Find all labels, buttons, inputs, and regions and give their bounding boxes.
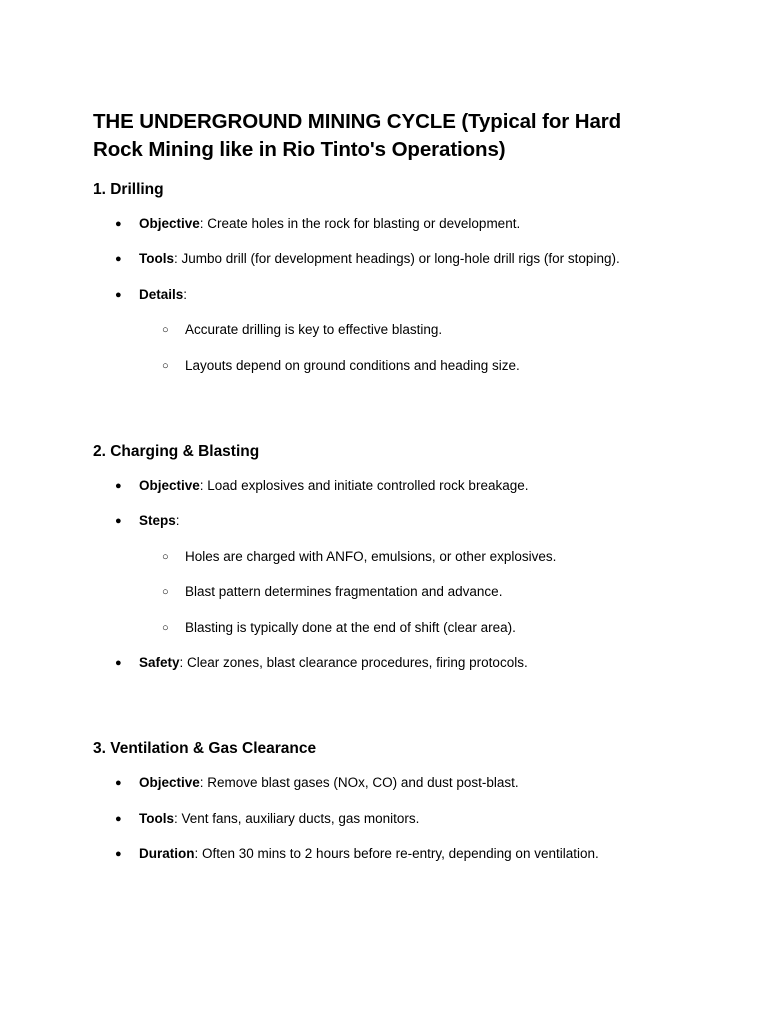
item-text: : Vent fans, auxiliary ducts, gas monitors.	[174, 811, 420, 826]
bullet-icon: ●	[115, 218, 122, 230]
subbullet-icon: ○	[162, 360, 169, 372]
ventilation-list-3	[93, 845, 673, 863]
section-drilling	[93, 180, 673, 200]
item-text: : Load explosives and initiate controlled rock breakage.	[199, 478, 529, 493]
bullet-icon: ●	[115, 289, 122, 301]
drilling-details-sublist	[93, 321, 673, 339]
sub-list-item	[93, 548, 673, 566]
document-title: THE UNDERGROUND MINING CYCLE (Typical for Hard Rock Mining like in Rio Tinto's Operations)	[93, 110, 622, 161]
sub-item-text: Blast pattern determines fragmentation and advance.	[185, 584, 503, 599]
document-page	[93, 108, 673, 181]
sub-item-text: Layouts depend on ground conditions and heading size.	[185, 358, 520, 373]
sub-item-text: Accurate drilling is key to effective blasting.	[185, 322, 443, 337]
sub-list-item	[93, 619, 673, 637]
section-ventilation	[93, 739, 673, 759]
subbullet-icon: ○	[162, 551, 169, 563]
item-label: Steps	[139, 513, 176, 528]
drilling-list-2	[93, 250, 673, 268]
list-item	[93, 477, 673, 495]
list-item	[93, 250, 673, 268]
list-item	[93, 286, 673, 304]
blasting-list-2	[93, 512, 673, 530]
item-label: Tools	[139, 811, 174, 826]
sub-list-item	[93, 583, 673, 601]
section-heading: 2. Charging & Blasting	[93, 443, 260, 460]
ventilation-list-2	[93, 810, 673, 828]
item-text: : Jumbo drill (for development headings) or long-hole drill rigs (for stoping).	[174, 251, 620, 266]
bullet-icon: ●	[115, 777, 122, 789]
bullet-icon: ●	[115, 813, 122, 825]
item-label: Objective	[139, 775, 200, 790]
blasting-steps-sublist	[93, 548, 673, 566]
subbullet-icon: ○	[162, 622, 169, 634]
list-item	[93, 845, 673, 863]
sub-item-text: Holes are charged with ANFO, emulsions, or other explosives.	[185, 549, 557, 564]
list-item	[93, 512, 673, 530]
item-label: Tools	[139, 251, 174, 266]
list-item	[93, 215, 673, 233]
item-label: Details	[139, 287, 184, 302]
drilling-details-sublist-2	[93, 357, 673, 375]
blasting-steps-sublist-3	[93, 619, 673, 637]
section-charging-blasting	[93, 442, 673, 462]
drilling-list-3	[93, 286, 673, 304]
blasting-list-3	[93, 654, 673, 672]
subbullet-icon: ○	[162, 324, 169, 336]
blasting-list	[93, 477, 673, 495]
list-item	[93, 774, 673, 792]
item-text: : Create holes in the rock for blasting or development.	[199, 216, 521, 231]
item-text: : Remove blast gases (NOx, CO) and dust post-blast.	[199, 775, 519, 790]
section-heading: 3. Ventilation & Gas Clearance	[93, 740, 317, 757]
bullet-icon: ●	[115, 253, 122, 265]
item-text: : Clear zones, blast clearance procedures, firing protocols.	[179, 655, 528, 670]
item-text: :	[183, 287, 188, 302]
subbullet-icon: ○	[162, 586, 169, 598]
item-label: Objective	[139, 478, 200, 493]
sub-list-item	[93, 357, 673, 375]
item-text: : Often 30 mins to 2 hours before re-entry, depending on ventilation.	[194, 846, 599, 861]
item-label: Duration	[139, 846, 195, 861]
item-label: Objective	[139, 216, 200, 231]
sub-list-item	[93, 321, 673, 339]
ventilation-list	[93, 774, 673, 792]
bullet-icon: ●	[115, 657, 122, 669]
blasting-steps-sublist-2	[93, 583, 673, 601]
item-text: :	[175, 513, 180, 528]
list-item	[93, 654, 673, 672]
section-heading: 1. Drilling	[93, 181, 164, 198]
item-label: Safety	[139, 655, 180, 670]
bullet-icon: ●	[115, 848, 122, 860]
bullet-icon: ●	[115, 480, 122, 492]
bullet-icon: ●	[115, 515, 122, 527]
sub-item-text: Blasting is typically done at the end of shift (clear area).	[185, 620, 516, 635]
drilling-list	[93, 215, 673, 233]
list-item	[93, 810, 673, 828]
